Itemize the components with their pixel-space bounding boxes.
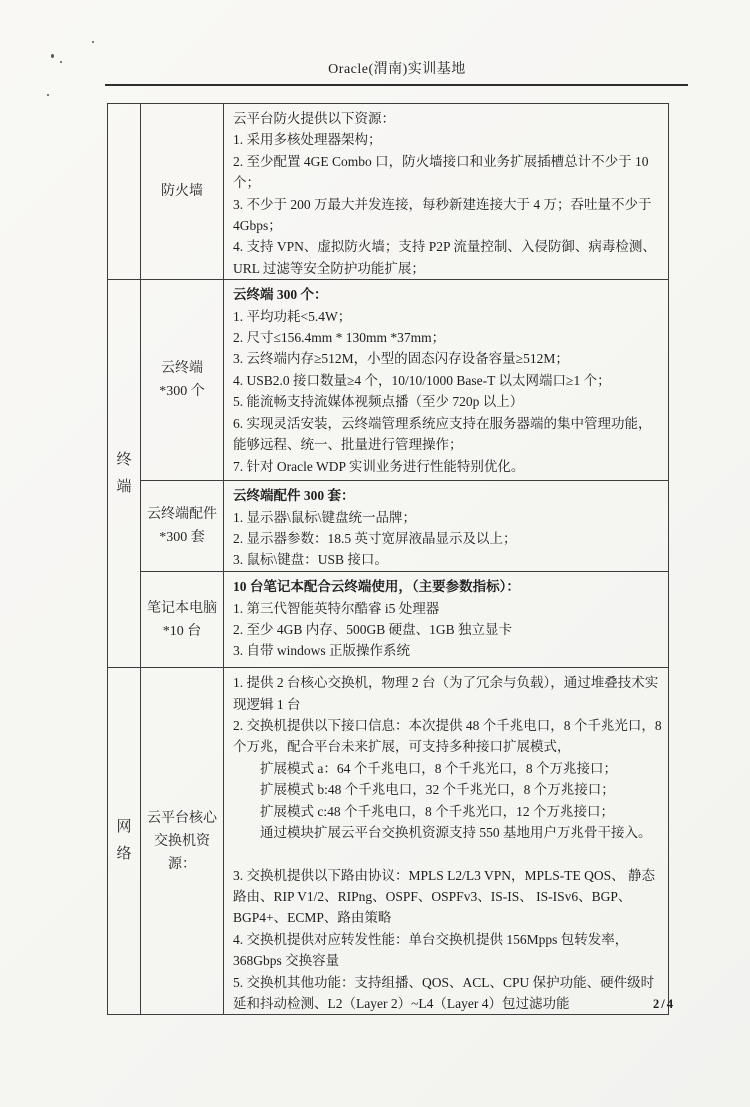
spec-line: 1. 采用多核处理器架构； [233, 132, 382, 148]
spec-line: 1. 平均功耗<5.4W； [233, 308, 352, 324]
table-row-network [108, 668, 669, 1015]
spec-title-line: 10 台笔记本配合云终端使用，（主要参数指标）： [233, 579, 520, 595]
spec-line: 3. 鼠标\键盘：USB 接口。 [233, 552, 388, 568]
category-label-terminal: 终端 [116, 451, 132, 495]
spec-line: 扩展模式 c:48 个千兆电口，8 个千兆光口，12 个万兆接口； [260, 803, 614, 819]
spec-line: 3. 自带 windows 正版操作系统 [233, 643, 411, 659]
category-cell-empty [108, 104, 141, 280]
category-cell-terminal [108, 280, 141, 668]
item-cell-accessories [141, 481, 224, 572]
table-row-firewall [108, 104, 669, 280]
content-cell-firewall [224, 104, 669, 280]
content-cell-laptop [224, 572, 669, 668]
spec-line: 4. 交换机提供对应转发性能：单台交换机提供 156Mpps 包转发率，368Gbps 交换容量 [233, 931, 629, 969]
item-label: 云终端配件 [147, 507, 217, 523]
spec-line: 6. 实现灵活安装，云终端管理系统应支持在服务器端的集中管理功能，能够远程、统一、批量进行管理操作； [233, 415, 652, 453]
item-cell-firewall [141, 104, 224, 280]
item-cell-laptop [141, 572, 224, 668]
ink-speck [47, 94, 49, 96]
header-rule [105, 84, 688, 86]
spec-line: 扩展模式 b:48 个千兆电口，32 个千兆光口，8 个万兆接口； [260, 782, 615, 798]
item-label: 交换机资 [154, 833, 210, 849]
spec-line: 3. 云终端内存≥512M，小型的固态闪存设备容量≥512M； [233, 351, 569, 367]
spec-line: 2. 至少 4GB 内存、500GB 硬盘、1GB 独立显卡 [233, 622, 513, 638]
spec-line: 4. USB2.0 接口数量≥4 个，10/10/1000 Base-T 以太网端口≥1 个； [233, 372, 611, 388]
spec-line: 2. 显示器参数：18.5 英寸宽屏液晶显示及以上； [233, 531, 517, 547]
item-quantity: *300 个 [159, 384, 205, 400]
spec-line: 3. 不少于 200 万最大并发连接，每秒新建连接大于 4 万；吞吐量不少于 4Gbps； [233, 196, 652, 234]
table-row-cloud-terminal [108, 280, 669, 481]
spec-line: 7. 针对 Oracle WDP 实训业务进行性能特别优化。 [233, 458, 525, 474]
ink-speck [60, 61, 62, 63]
table-row-laptop [108, 572, 669, 668]
spec-blank-line [233, 844, 662, 865]
ink-speck [92, 41, 94, 43]
content-cell-accessories [224, 481, 669, 572]
category-cell-network [108, 668, 141, 1015]
spec-line: 2. 至少配置 4GE Combo 口，防火墙接口和业务扩展插槽总计不少于 10 个； [233, 153, 649, 191]
table-row-accessories [108, 481, 669, 572]
spec-line: 3. 交换机提供以下路由协议：MPLS L2/L3 VPN，MPLS-TE QOS、 静态路由、RIP V1/2、RIPng、OSPF、OSPFv3、IS-IS、 IS-ISv6、BGP、BGP4+、ECMP、路由策略 [233, 867, 656, 926]
content-cell-cloud-terminal [224, 280, 669, 481]
spec-title-line: 云终端配件 300 套： [233, 488, 355, 504]
spec-line: 1. 提供 2 台核心交换机，物理 2 台（为了冗余与负载），通过堆叠技术实现逻辑 1 台 [233, 675, 659, 712]
spec-line: 4. 支持 VPN、虚拟防火墙；支持 P2P 流量控制、入侵防御、病毒检测、URL 过滤等安全防护功能扩展； [233, 239, 656, 276]
spec-table [107, 103, 669, 1015]
item-label: 云终端 [161, 361, 203, 377]
page-number: 2/4 [653, 997, 675, 1011]
item-cell-network [141, 668, 224, 1015]
item-quantity: *10 台 [162, 623, 202, 639]
content-cell-network [224, 668, 669, 1015]
ink-speck [51, 54, 54, 58]
spec-line: 5. 能流畅支持流媒体视频点播（至少 720p 以上） [233, 394, 524, 410]
category-label-network: 网络 [116, 819, 132, 863]
item-quantity: *300 套 [159, 530, 205, 546]
page-header-title: Oracle(渭南)实训基地 [328, 62, 466, 77]
item-label: 云平台核心 [147, 810, 217, 826]
spec-line: 2. 尺寸≤156.4mm * 130mm *37mm； [233, 330, 446, 346]
item-label: 防火墙 [161, 184, 203, 200]
spec-line: 1. 显示器\鼠标\键盘统一品牌； [233, 509, 417, 525]
item-label: 笔记本电脑 [147, 600, 217, 616]
spec-line: 5. 交换机其他功能：支持组播、QOS、ACL、CPU 保护功能、硬件级时延和抖动检测、L2（Layer 2）~L4（Layer 4）包过滤功能 [233, 974, 655, 1011]
item-label: 源： [168, 856, 196, 872]
item-cell-cloud-terminal [141, 280, 224, 481]
spec-line: 通过模块扩展云平台交换机资源支持 550 基地用户万兆骨干接入。 [260, 825, 652, 841]
spec-line: 云平台防火提供以下资源： [233, 111, 395, 126]
spec-title-line: 云终端 300 个： [233, 287, 328, 303]
spec-line: 2. 交换机提供以下接口信息：本次提供 48 个千兆电口，8 个千兆光口，8 个万兆，配合平台未来扩展，可支持多种接口扩展模式， [233, 718, 662, 755]
spec-line: 1. 第三代智能英特尔酷睿 i5 处理器 [233, 600, 440, 616]
spec-line: 扩展模式 a：64 个千兆电口，8 个千兆光口，8 个万兆接口； [260, 760, 617, 776]
